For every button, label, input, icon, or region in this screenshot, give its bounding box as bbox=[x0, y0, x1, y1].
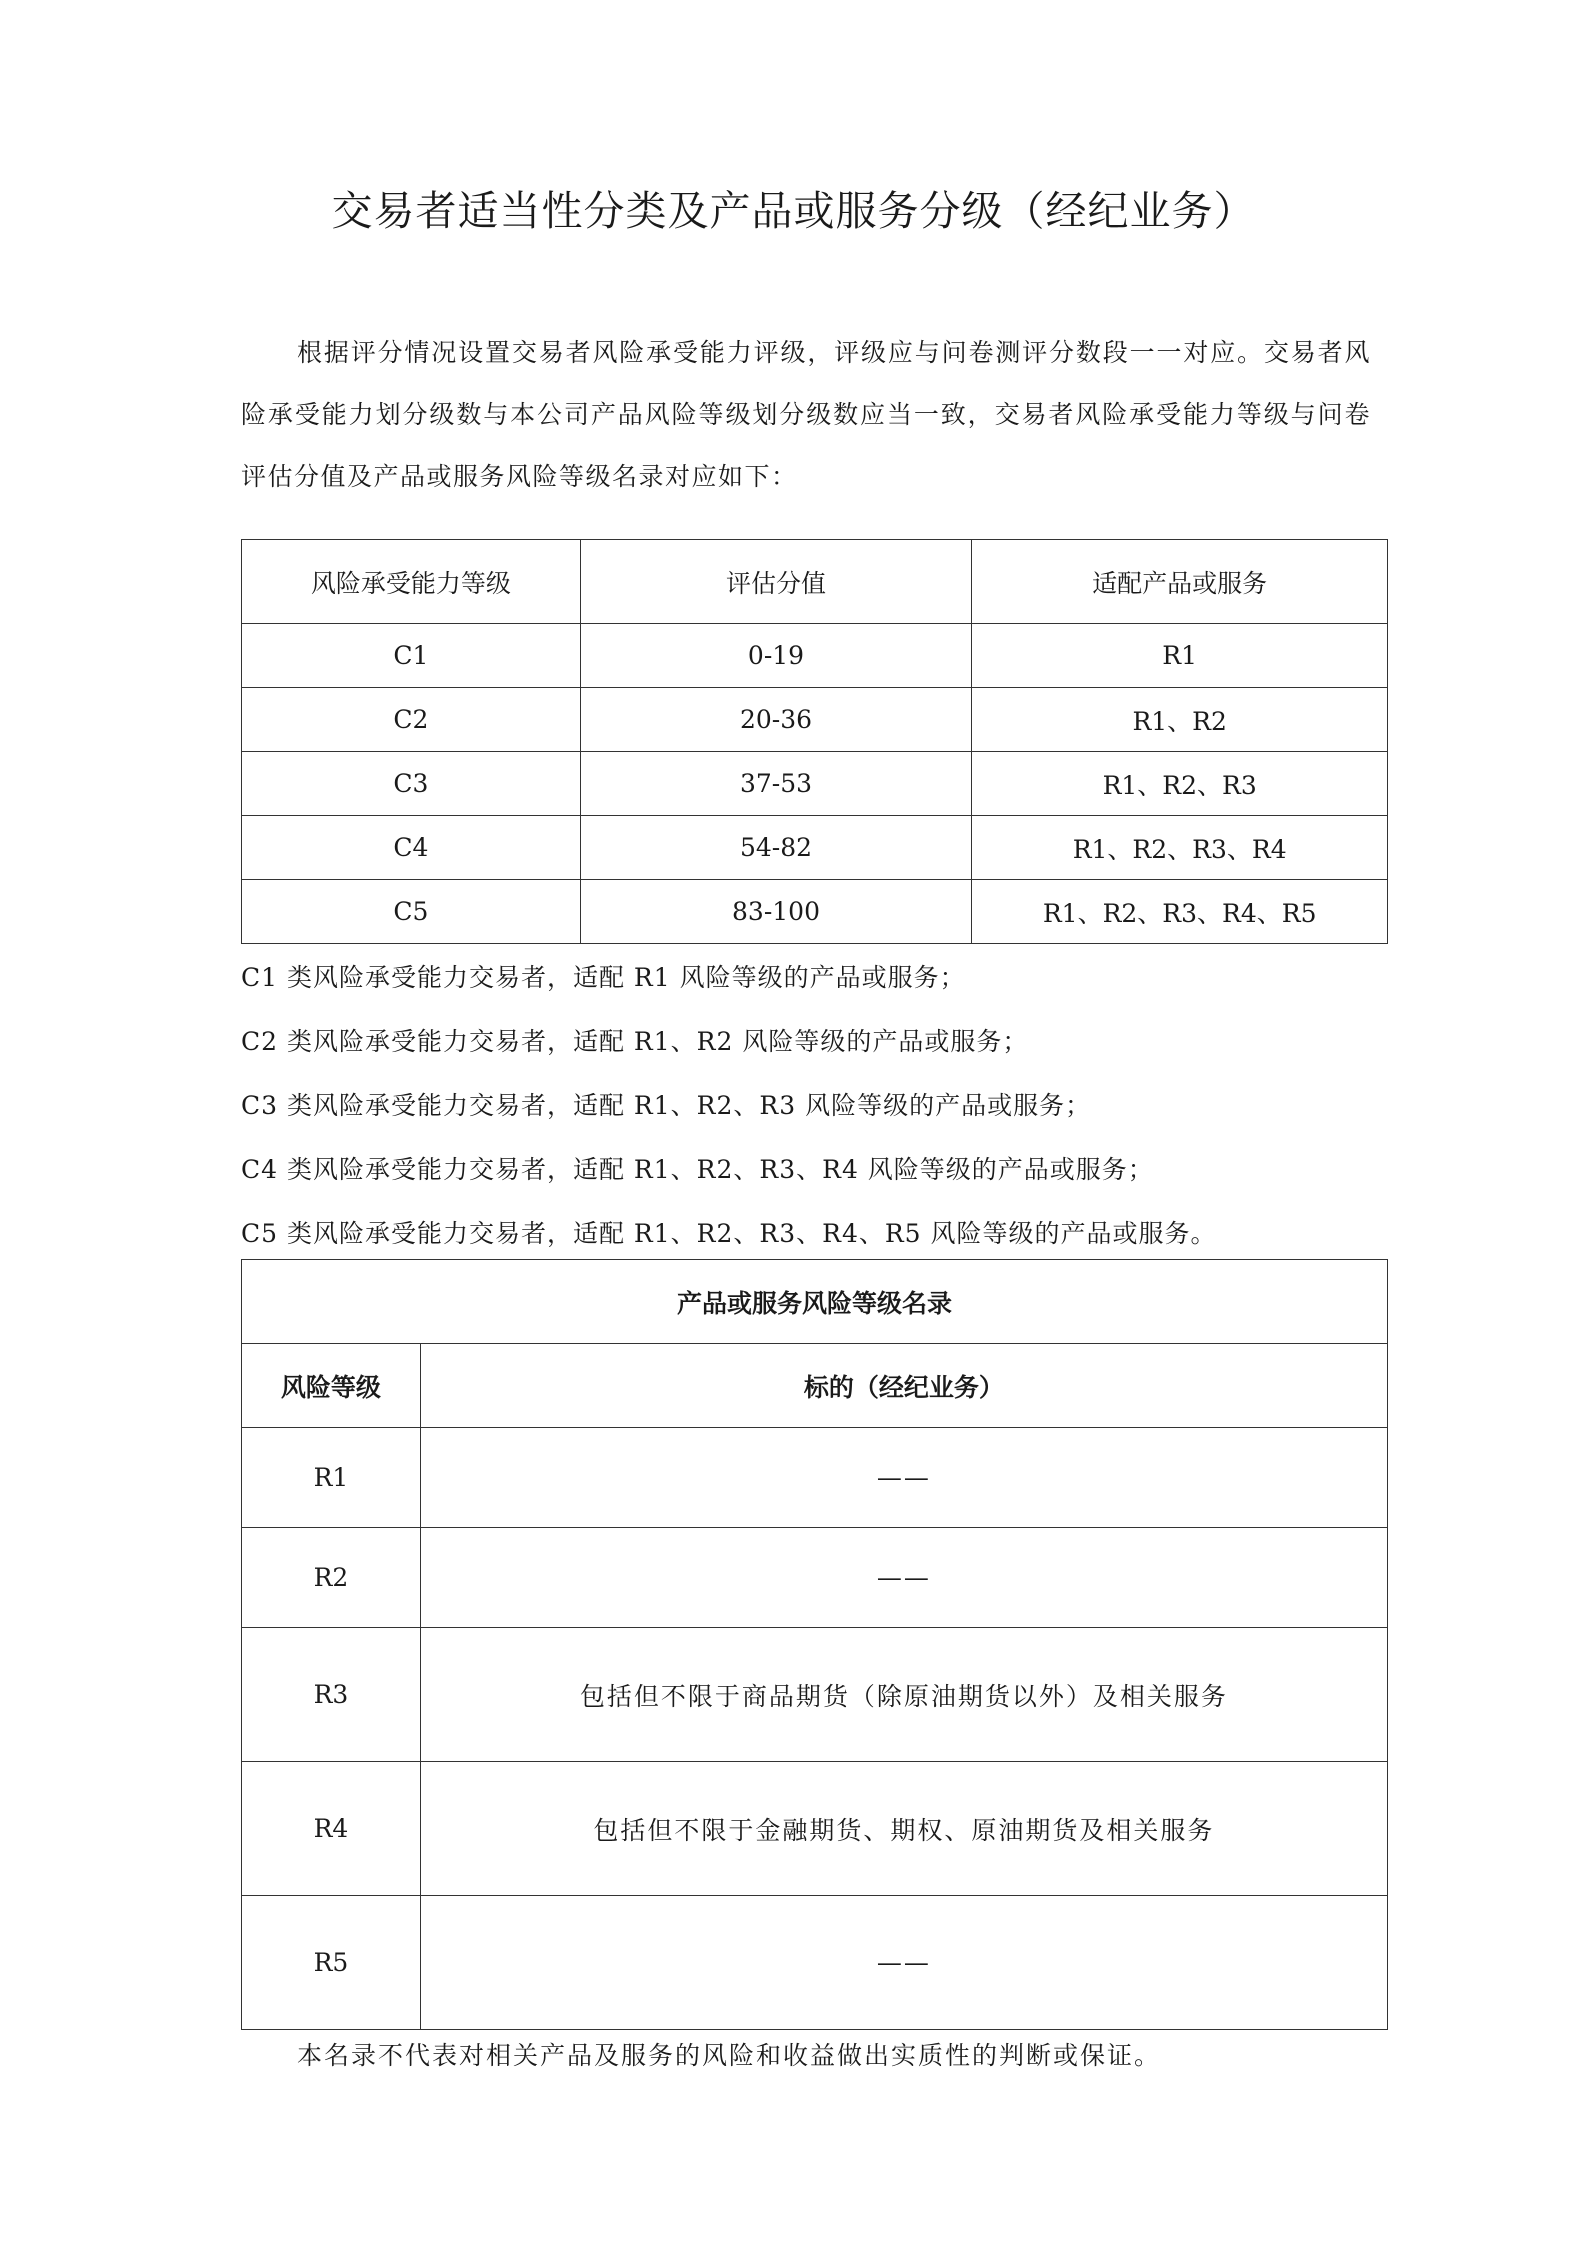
cell-products: R1、R2 bbox=[972, 688, 1388, 752]
table-row bbox=[242, 1762, 1388, 1896]
matching-notes bbox=[241, 946, 1391, 1266]
cell-underlying: 包括但不限于金融期货、期权、原油期货及相关服务 bbox=[420, 1762, 1387, 1896]
table-row bbox=[242, 816, 1388, 880]
table-row bbox=[242, 1428, 1388, 1528]
header-risk-level: 风险等级 bbox=[242, 1344, 421, 1428]
table-row bbox=[242, 624, 1388, 688]
table-row bbox=[242, 688, 1388, 752]
table-row bbox=[242, 752, 1388, 816]
header-matched-products: 适配产品或服务 bbox=[972, 540, 1388, 624]
intro-paragraph: 根据评分情况设置交易者风险承受能力评级，评级应与问卷测评分数段一一对应。交易者风险承受能力划分级数与本公司产品风险等级划分级数应当一致，交易者风险承受能力等级与问卷评估分值及产品或服务风险等级名录对应如下： bbox=[241, 338, 1371, 491]
cell-score: 37-53 bbox=[580, 752, 972, 816]
table-row bbox=[242, 1896, 1388, 2030]
cell-risk-level: R1 bbox=[242, 1428, 421, 1528]
cell-level: C2 bbox=[242, 688, 581, 752]
list-item: C3 类风险承受能力交易者，适配 R1、R2、R3 风险等级的产品或服务； bbox=[241, 1091, 1092, 1120]
cell-level: C3 bbox=[242, 752, 581, 816]
cell-level: C1 bbox=[242, 624, 581, 688]
cell-products: R1、R2、R3 bbox=[972, 752, 1388, 816]
cell-score: 20-36 bbox=[580, 688, 972, 752]
cell-risk-level: R2 bbox=[242, 1528, 421, 1628]
document-title: 交易者适当性分类及产品或服务分级（经纪业务） bbox=[331, 187, 1256, 235]
cell-score: 54-82 bbox=[580, 816, 972, 880]
table-row bbox=[242, 1528, 1388, 1628]
cell-products: R1 bbox=[972, 624, 1388, 688]
list-item: C2 类风险承受能力交易者，适配 R1、R2 风险等级的产品或服务； bbox=[241, 1027, 1029, 1056]
list-item: C4 类风险承受能力交易者，适配 R1、R2、R3、R4 风险等级的产品或服务； bbox=[241, 1155, 1154, 1184]
header-score-range: 评估分值 bbox=[580, 540, 972, 624]
cell-score: 0-19 bbox=[580, 624, 972, 688]
cell-score: 83-100 bbox=[580, 880, 972, 944]
product-risk-catalog-table bbox=[241, 1259, 1388, 2030]
header-underlying: 标的（经纪业务） bbox=[420, 1344, 1387, 1428]
header-risk-capacity-level: 风险承受能力等级 bbox=[242, 540, 581, 624]
cell-underlying: —— bbox=[420, 1428, 1387, 1528]
table-header-row bbox=[242, 540, 1388, 624]
table-row bbox=[242, 880, 1388, 944]
table-caption-row bbox=[242, 1260, 1388, 1344]
cell-products: R1、R2、R3、R4 bbox=[972, 816, 1388, 880]
cell-products: R1、R2、R3、R4、R5 bbox=[972, 880, 1388, 944]
cell-underlying: —— bbox=[420, 1896, 1387, 2030]
table-header-row bbox=[242, 1344, 1388, 1428]
cell-level: C4 bbox=[242, 816, 581, 880]
cell-risk-level: R3 bbox=[242, 1628, 421, 1762]
table-row bbox=[242, 1628, 1388, 1762]
cell-risk-level: R4 bbox=[242, 1762, 421, 1896]
cell-risk-level: R5 bbox=[242, 1896, 421, 2030]
list-item: C1 类风险承受能力交易者，适配 R1 风险等级的产品或服务； bbox=[241, 963, 966, 992]
cell-level: C5 bbox=[242, 880, 581, 944]
disclaimer-note: 本名录不代表对相关产品及服务的风险和收益做出实质性的判断或保证。 bbox=[297, 2041, 1162, 2070]
list-item: C5 类风险承受能力交易者，适配 R1、R2、R3、R4、R5 风险等级的产品或服务。 bbox=[241, 1219, 1217, 1248]
cell-underlying: 包括但不限于商品期货（除原油期货以外）及相关服务 bbox=[420, 1628, 1387, 1762]
risk-capacity-table bbox=[241, 539, 1388, 944]
cell-underlying: —— bbox=[420, 1528, 1387, 1628]
table-caption: 产品或服务风险等级名录 bbox=[242, 1260, 1388, 1344]
